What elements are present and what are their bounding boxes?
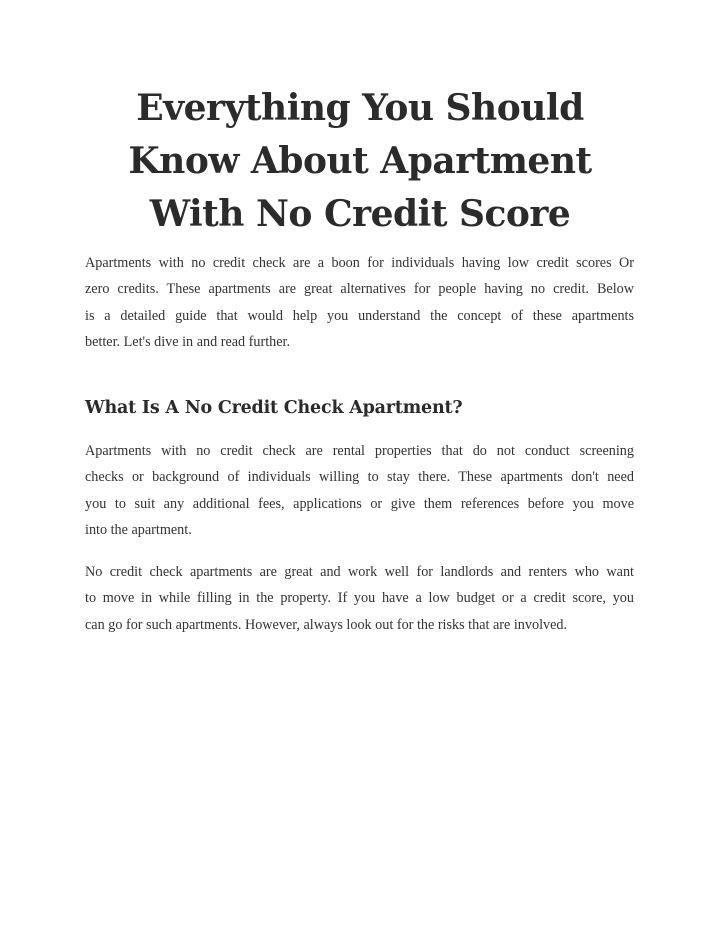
text-line: to move in while filling in the property. If you have a low budget or a credit score, you	[85, 590, 634, 607]
intro-paragraph	[85, 250, 634, 355]
section-paragraph	[85, 559, 634, 638]
section-paragraph	[85, 438, 634, 543]
text-line: zero credits. These apartments are great alternatives for people having no credit. Below	[85, 281, 634, 298]
text-line: into the apartment.	[85, 521, 192, 538]
text-line: checks or background of individuals willing to stay there. These apartments don't need	[85, 469, 634, 486]
title-line: With No Credit Score	[149, 193, 571, 235]
section-heading: What Is A No Credit Check Apartment?	[85, 398, 463, 418]
text-line: No credit check apartments are great and work well for landlords and renters who want	[85, 564, 634, 580]
text-line: you to suit any additional fees, applications or give them references before you move	[85, 495, 634, 512]
text-line: Apartments with no credit check are a boon for individuals having low credit scores Or	[85, 255, 634, 271]
page-title	[100, 82, 620, 241]
text-line: is a detailed guide that would help you understand the concept of these apartments	[85, 307, 634, 324]
text-line: can go for such apartments. However, always look out for the risks that are involved.	[85, 616, 568, 633]
text-line: better. Let's dive in and read further.	[85, 333, 291, 350]
title-line: Everything You Should	[136, 87, 584, 129]
text-line: Apartments with no credit check are rental properties that do not conduct screening	[85, 443, 634, 459]
title-line: Know About Apartment	[128, 140, 592, 182]
